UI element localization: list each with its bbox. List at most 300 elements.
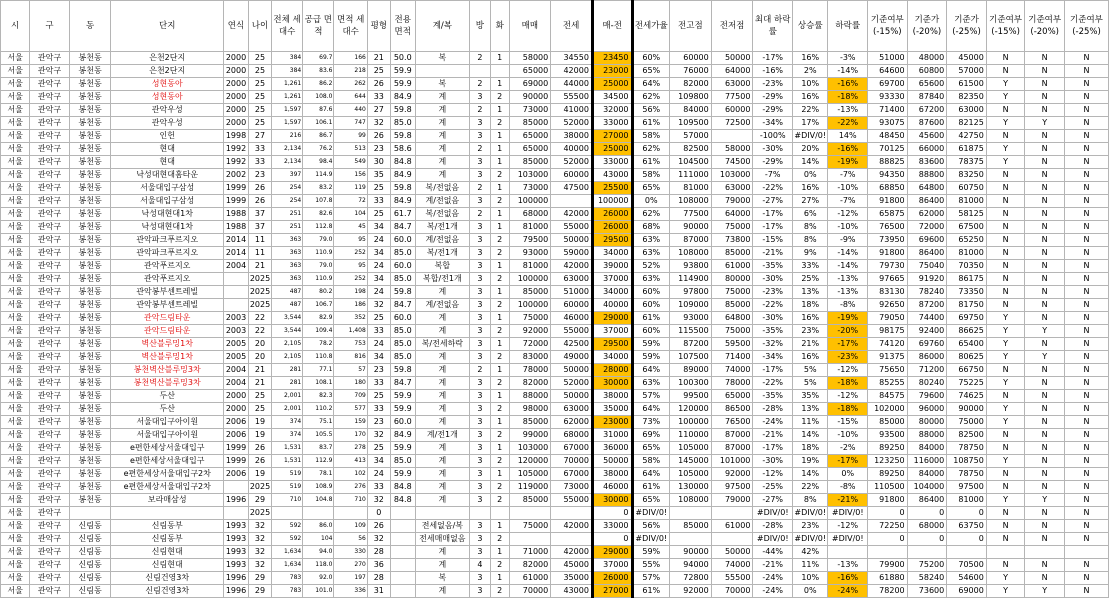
table-cell[interactable]: N: [1025, 273, 1065, 286]
table-cell[interactable]: 서울: [1, 286, 30, 299]
table-cell[interactable]: 33000: [592, 156, 632, 169]
table-cell[interactable]: N: [1064, 286, 1108, 299]
table-cell[interactable]: 3: [469, 325, 490, 338]
table-cell[interactable]: 서울: [1, 195, 30, 208]
table-cell[interactable]: 86.7: [303, 130, 334, 143]
table-cell[interactable]: 봉천동: [69, 260, 111, 273]
table-cell[interactable]: 98175: [868, 325, 908, 338]
table-cell[interactable]: -35%: [753, 260, 793, 273]
table-cell[interactable]: 2000: [224, 52, 249, 65]
table-cell[interactable]: 3: [469, 520, 490, 533]
table-cell[interactable]: 23%: [793, 325, 828, 338]
table-cell[interactable]: 계: [415, 585, 469, 598]
table-cell[interactable]: Y: [986, 494, 1025, 507]
table-cell[interactable]: 3: [469, 247, 490, 260]
table-cell[interactable]: 65250: [947, 234, 987, 247]
table-cell[interactable]: 110.2: [303, 403, 334, 416]
table-cell[interactable]: 관악구: [30, 325, 70, 338]
table-cell[interactable]: 64%: [632, 364, 670, 377]
table-cell[interactable]: 2000: [224, 403, 249, 416]
table-cell[interactable]: 26: [367, 130, 390, 143]
table-cell[interactable]: 68000: [551, 429, 593, 442]
table-cell[interactable]: 2: [490, 273, 509, 286]
table-cell[interactable]: -28%: [753, 403, 793, 416]
table-cell[interactable]: 44000: [551, 78, 593, 91]
table-cell[interactable]: 96000: [907, 403, 947, 416]
table-cell[interactable]: N: [986, 65, 1025, 78]
table-cell[interactable]: 현대: [111, 156, 224, 169]
table-cell[interactable]: 3: [469, 130, 490, 143]
table-cell[interactable]: 42000: [551, 65, 593, 78]
table-cell[interactable]: 2%: [793, 65, 828, 78]
table-cell[interactable]: N: [1064, 390, 1108, 403]
table-cell[interactable]: 0: [947, 507, 987, 520]
table-cell[interactable]: 85000: [711, 247, 753, 260]
table-cell[interactable]: 1: [490, 546, 509, 559]
table-cell[interactable]: 25: [367, 65, 390, 78]
table-cell[interactable]: 2000: [224, 117, 249, 130]
table-cell[interactable]: [947, 546, 987, 559]
table-cell[interactable]: 63000: [711, 182, 753, 195]
table-cell[interactable]: 69%: [632, 429, 670, 442]
table-cell[interactable]: 57000: [947, 65, 987, 78]
table-cell[interactable]: 낙성대현대1차: [111, 221, 224, 234]
table-cell[interactable]: 21%: [793, 338, 828, 351]
table-cell[interactable]: 108.0: [303, 91, 334, 104]
table-cell[interactable]: 서울: [1, 572, 30, 585]
table-cell[interactable]: 88000: [907, 429, 947, 442]
table-cell[interactable]: -17%: [753, 442, 793, 455]
table-cell[interactable]: 90000: [509, 91, 551, 104]
table-cell[interactable]: 3: [469, 416, 490, 429]
table-cell[interactable]: N: [1025, 533, 1065, 546]
table-cell[interactable]: 61%: [632, 312, 670, 325]
table-cell[interactable]: 서울: [1, 468, 30, 481]
table-cell[interactable]: 84000: [907, 468, 947, 481]
table-cell[interactable]: -24%: [828, 585, 868, 598]
table-cell[interactable]: 59.8: [390, 130, 415, 143]
table-cell[interactable]: 34000: [592, 247, 632, 260]
table-cell[interactable]: 52000: [551, 377, 593, 390]
table-cell[interactable]: 254: [271, 195, 302, 208]
table-cell[interactable]: 51000: [551, 286, 593, 299]
table-cell[interactable]: N: [1064, 351, 1108, 364]
table-cell[interactable]: 10%: [793, 78, 828, 91]
table-cell[interactable]: 1: [490, 338, 509, 351]
table-cell[interactable]: 91800: [868, 247, 908, 260]
table-cell[interactable]: 81000: [509, 221, 551, 234]
table-cell[interactable]: 3: [469, 234, 490, 247]
table-cell[interactable]: 3,544: [271, 312, 302, 325]
table-cell[interactable]: 156: [334, 169, 367, 182]
table-cell[interactable]: 85.0: [390, 351, 415, 364]
table-cell[interactable]: 23: [367, 416, 390, 429]
table-cell[interactable]: 복: [415, 572, 469, 585]
table-cell[interactable]: 서울: [1, 364, 30, 377]
table-cell[interactable]: 3: [469, 91, 490, 104]
table-cell[interactable]: 60000: [711, 104, 753, 117]
table-cell[interactable]: #DIV/0!: [753, 533, 793, 546]
table-cell[interactable]: [111, 507, 224, 520]
table-cell[interactable]: 100000: [509, 299, 551, 312]
table-cell[interactable]: -8%: [828, 481, 868, 494]
table-cell[interactable]: 104: [334, 208, 367, 221]
table-cell[interactable]: 60%: [632, 286, 670, 299]
table-cell[interactable]: 29: [249, 585, 272, 598]
table-cell[interactable]: 46000: [551, 312, 593, 325]
table-cell[interactable]: 1: [490, 520, 509, 533]
table-cell[interactable]: [670, 507, 712, 520]
table-cell[interactable]: 신림동: [69, 572, 111, 585]
table-cell[interactable]: N: [1025, 364, 1065, 377]
table-cell[interactable]: #DIV/0!: [632, 507, 670, 520]
table-cell[interactable]: 71400: [711, 351, 753, 364]
table-cell[interactable]: 20: [249, 351, 272, 364]
table-cell[interactable]: 58240: [907, 572, 947, 585]
table-cell[interactable]: 65%: [632, 182, 670, 195]
table-cell[interactable]: 363: [271, 234, 302, 247]
table-cell[interactable]: 서울: [1, 377, 30, 390]
table-cell[interactable]: 32: [249, 533, 272, 546]
table-cell[interactable]: 65%: [632, 65, 670, 78]
table-cell[interactable]: 85.0: [390, 325, 415, 338]
table-cell[interactable]: 218: [334, 65, 367, 78]
table-cell[interactable]: 29000: [592, 546, 632, 559]
table-cell[interactable]: 봉천동: [69, 273, 111, 286]
table-cell[interactable]: 관악파크푸르지오: [111, 234, 224, 247]
table-cell[interactable]: [490, 507, 509, 520]
table-cell[interactable]: -17%: [753, 364, 793, 377]
table-cell[interactable]: 봉천동: [69, 247, 111, 260]
table-cell[interactable]: [828, 546, 868, 559]
table-cell[interactable]: 5%: [793, 377, 828, 390]
table-cell[interactable]: N: [986, 559, 1025, 572]
table-cell[interactable]: 80625: [947, 351, 987, 364]
table-cell[interactable]: 25: [249, 65, 272, 78]
table-cell[interactable]: 513: [334, 143, 367, 156]
table-cell[interactable]: 관악파크푸르지오: [111, 247, 224, 260]
table-cell[interactable]: 34: [367, 273, 390, 286]
table-cell[interactable]: 3: [469, 546, 490, 559]
table-cell[interactable]: 60750: [947, 182, 987, 195]
table-cell[interactable]: 3: [469, 481, 490, 494]
table-cell[interactable]: 37: [249, 208, 272, 221]
table-cell[interactable]: 83250: [947, 169, 987, 182]
table-cell[interactable]: 281: [271, 377, 302, 390]
table-cell[interactable]: 봉천동: [69, 429, 111, 442]
table-cell[interactable]: 복합: [415, 260, 469, 273]
table-cell[interactable]: 1993: [224, 533, 249, 546]
table-cell[interactable]: 99500: [670, 390, 712, 403]
table-cell[interactable]: 710: [334, 494, 367, 507]
table-cell[interactable]: 37: [249, 221, 272, 234]
table-cell[interactable]: 783: [271, 572, 302, 585]
table-cell[interactable]: 3: [469, 117, 490, 130]
table-cell[interactable]: 1: [490, 364, 509, 377]
table-cell[interactable]: 16%: [793, 351, 828, 364]
table-cell[interactable]: 서울: [1, 52, 30, 65]
table-cell[interactable]: 계: [415, 377, 469, 390]
table-cell[interactable]: N: [1064, 299, 1108, 312]
table-cell[interactable]: [69, 507, 111, 520]
table-cell[interactable]: 112.9: [303, 455, 334, 468]
table-cell[interactable]: 336: [334, 585, 367, 598]
table-cell[interactable]: N: [986, 299, 1025, 312]
table-cell[interactable]: 180: [334, 377, 367, 390]
table-cell[interactable]: 74400: [907, 312, 947, 325]
table-cell[interactable]: -9%: [828, 234, 868, 247]
table-cell[interactable]: 644: [334, 91, 367, 104]
table-cell[interactable]: 관악드림타운: [111, 325, 224, 338]
table-cell[interactable]: N: [1025, 390, 1065, 403]
table-cell[interactable]: 2: [490, 455, 509, 468]
table-cell[interactable]: 65%: [632, 442, 670, 455]
table-cell[interactable]: 1,261: [271, 91, 302, 104]
table-cell[interactable]: 계/전1개: [415, 429, 469, 442]
table-cell[interactable]: 2: [490, 559, 509, 572]
table-cell[interactable]: 봉천동: [69, 481, 111, 494]
table-cell[interactable]: 서울: [1, 208, 30, 221]
table-cell[interactable]: 34: [367, 247, 390, 260]
table-cell[interactable]: 110500: [868, 481, 908, 494]
table-cell[interactable]: 59%: [632, 546, 670, 559]
table-cell[interactable]: 104: [303, 533, 334, 546]
table-cell[interactable]: 69700: [868, 78, 908, 91]
table-cell[interactable]: 계/전없음: [415, 234, 469, 247]
table-cell[interactable]: 1: [490, 260, 509, 273]
table-cell[interactable]: N: [1064, 494, 1108, 507]
table-cell[interactable]: 33000: [592, 520, 632, 533]
table-cell[interactable]: 2: [490, 325, 509, 338]
table-cell[interactable]: 2002: [224, 169, 249, 182]
table-cell[interactable]: [415, 507, 469, 520]
table-cell[interactable]: 84.9: [390, 429, 415, 442]
table-cell[interactable]: 0: [947, 533, 987, 546]
table-cell[interactable]: 783: [271, 585, 302, 598]
table-cell[interactable]: 성현동아: [111, 91, 224, 104]
table-cell[interactable]: 1: [490, 572, 509, 585]
table-cell[interactable]: Y: [1025, 494, 1065, 507]
table-cell[interactable]: 19: [249, 429, 272, 442]
table-cell[interactable]: 58000: [711, 143, 753, 156]
table-cell[interactable]: 59.9: [390, 78, 415, 91]
table-cell[interactable]: 2,001: [271, 403, 302, 416]
table-cell[interactable]: 85000: [509, 494, 551, 507]
table-cell[interactable]: -27%: [753, 195, 793, 208]
table-cell[interactable]: [551, 533, 593, 546]
table-cell[interactable]: N: [1064, 585, 1108, 598]
table-cell[interactable]: 77500: [711, 91, 753, 104]
table-cell[interactable]: 103000: [509, 169, 551, 182]
table-cell[interactable]: 8%: [793, 221, 828, 234]
table-cell[interactable]: 13%: [793, 403, 828, 416]
table-cell[interactable]: 59.9: [390, 65, 415, 78]
table-cell[interactable]: 78750: [947, 442, 987, 455]
table-cell[interactable]: 서울: [1, 234, 30, 247]
table-cell[interactable]: 2025: [249, 481, 272, 494]
table-cell[interactable]: 73600: [907, 585, 947, 598]
table-cell[interactable]: 1999: [224, 195, 249, 208]
table-cell[interactable]: 봉천동: [69, 195, 111, 208]
table-cell[interactable]: 2: [490, 299, 509, 312]
table-cell[interactable]: 3: [469, 377, 490, 390]
table-cell[interactable]: N: [1025, 312, 1065, 325]
table-cell[interactable]: 20: [249, 338, 272, 351]
table-cell[interactable]: [711, 130, 753, 143]
table-cell[interactable]: 70500: [947, 559, 987, 572]
table-cell[interactable]: 봉천동: [69, 182, 111, 195]
table-cell[interactable]: 61%: [632, 585, 670, 598]
table-cell[interactable]: 57: [334, 364, 367, 377]
table-cell[interactable]: 86.2: [303, 78, 334, 91]
table-cell[interactable]: N: [1064, 559, 1108, 572]
table-cell[interactable]: 90000: [670, 221, 712, 234]
table-cell[interactable]: e편한세상서울대입구2차: [111, 481, 224, 494]
table-cell[interactable]: N: [986, 169, 1025, 182]
table-cell[interactable]: 82.6: [303, 208, 334, 221]
table-cell[interactable]: 28000: [592, 364, 632, 377]
table-cell[interactable]: 3: [469, 338, 490, 351]
table-cell[interactable]: 봉천동: [69, 455, 111, 468]
table-cell[interactable]: 101.0: [303, 585, 334, 598]
table-cell[interactable]: N: [1025, 221, 1065, 234]
table-cell[interactable]: #DIV/0!: [828, 533, 868, 546]
table-cell[interactable]: 0: [907, 507, 947, 520]
table-cell[interactable]: -29%: [753, 91, 793, 104]
table-cell[interactable]: 계: [415, 286, 469, 299]
table-cell[interactable]: 2,105: [271, 338, 302, 351]
table-cell[interactable]: N: [986, 52, 1025, 65]
table-cell[interactable]: #DIV/0!: [793, 130, 828, 143]
table-cell[interactable]: Y: [986, 585, 1025, 598]
table-cell[interactable]: 61875: [947, 143, 987, 156]
table-cell[interactable]: [390, 507, 415, 520]
table-cell[interactable]: 16%: [793, 182, 828, 195]
table-cell[interactable]: 75650: [868, 364, 908, 377]
table-cell[interactable]: 23: [367, 364, 390, 377]
table-cell[interactable]: 32: [367, 494, 390, 507]
table-cell[interactable]: 11%: [793, 559, 828, 572]
table-cell[interactable]: 65000: [509, 65, 551, 78]
table-cell[interactable]: 봉천동: [69, 468, 111, 481]
table-cell[interactable]: 278: [334, 442, 367, 455]
table-cell[interactable]: 서울: [1, 221, 30, 234]
table-cell[interactable]: 87000: [711, 442, 753, 455]
table-cell[interactable]: Y: [986, 351, 1025, 364]
table-cell[interactable]: 91800: [868, 494, 908, 507]
table-cell[interactable]: 120000: [670, 403, 712, 416]
table-cell[interactable]: 관악구: [30, 286, 70, 299]
table-cell[interactable]: 2: [490, 403, 509, 416]
table-cell[interactable]: 72500: [711, 117, 753, 130]
table-cell[interactable]: 전세매매없음: [415, 533, 469, 546]
table-cell[interactable]: N: [1064, 221, 1108, 234]
table-cell[interactable]: Y: [986, 325, 1025, 338]
table-cell[interactable]: 60%: [632, 325, 670, 338]
table-cell[interactable]: -17%: [828, 455, 868, 468]
table-cell[interactable]: 75.1: [303, 416, 334, 429]
table-cell[interactable]: 363: [271, 273, 302, 286]
table-cell[interactable]: 8%: [793, 234, 828, 247]
table-cell[interactable]: -10%: [828, 429, 868, 442]
table-cell[interactable]: 79.0: [303, 260, 334, 273]
table-cell[interactable]: 관악구: [30, 364, 70, 377]
column-header[interactable]: 최대 하락률: [753, 1, 793, 52]
table-cell[interactable]: 2,134: [271, 143, 302, 156]
table-cell[interactable]: 77500: [670, 208, 712, 221]
table-cell[interactable]: 복: [415, 52, 469, 65]
table-cell[interactable]: 관악구: [30, 403, 70, 416]
table-cell[interactable]: 33: [249, 143, 272, 156]
table-cell[interactable]: 67000: [551, 468, 593, 481]
table-cell[interactable]: 100000: [592, 195, 632, 208]
table-cell[interactable]: 14%: [793, 429, 828, 442]
table-cell[interactable]: 85000: [509, 286, 551, 299]
table-cell[interactable]: 38000: [592, 390, 632, 403]
table-cell[interactable]: 3: [469, 169, 490, 182]
table-cell[interactable]: 74625: [947, 390, 987, 403]
table-cell[interactable]: 봉천벽산블루밍3차: [111, 377, 224, 390]
table-cell[interactable]: 1,261: [271, 78, 302, 91]
table-cell[interactable]: 서울: [1, 65, 30, 78]
table-cell[interactable]: 25500: [592, 182, 632, 195]
table-cell[interactable]: 68850: [868, 182, 908, 195]
table-cell[interactable]: 2: [490, 533, 509, 546]
table-cell[interactable]: [303, 507, 334, 520]
table-cell[interactable]: 계: [415, 91, 469, 104]
table-cell[interactable]: 75000: [509, 312, 551, 325]
table-cell[interactable]: 관악구: [30, 91, 70, 104]
table-cell[interactable]: 25: [367, 208, 390, 221]
table-cell[interactable]: 108750: [947, 455, 987, 468]
table-cell[interactable]: 관악푸르지오: [111, 260, 224, 273]
table-cell[interactable]: 63%: [632, 273, 670, 286]
table-cell[interactable]: 65000: [711, 390, 753, 403]
table-cell[interactable]: 91920: [907, 273, 947, 286]
table-cell[interactable]: N: [1064, 260, 1108, 273]
table-cell[interactable]: 79.0: [303, 234, 334, 247]
table-cell[interactable]: 2: [469, 78, 490, 91]
table-cell[interactable]: 106.7: [303, 299, 334, 312]
table-cell[interactable]: 29500: [592, 338, 632, 351]
table-cell[interactable]: 64800: [907, 182, 947, 195]
table-cell[interactable]: 59%: [632, 351, 670, 364]
column-header[interactable]: 매매: [509, 1, 551, 52]
table-cell[interactable]: [415, 65, 469, 78]
table-cell[interactable]: [986, 546, 1025, 559]
table-cell[interactable]: 2: [490, 481, 509, 494]
table-cell[interactable]: Y: [986, 455, 1025, 468]
table-cell[interactable]: 11: [249, 247, 272, 260]
table-cell[interactable]: [390, 520, 415, 533]
table-cell[interactable]: 52000: [551, 156, 593, 169]
table-cell[interactable]: 60000: [670, 52, 712, 65]
table-cell[interactable]: 110.9: [303, 273, 334, 286]
table-cell[interactable]: N: [1064, 338, 1108, 351]
table-cell[interactable]: N: [1025, 104, 1065, 117]
table-cell[interactable]: 봉천동: [69, 52, 111, 65]
table-cell[interactable]: N: [1064, 169, 1108, 182]
table-cell[interactable]: N: [1064, 572, 1108, 585]
table-cell[interactable]: 1988: [224, 208, 249, 221]
table-cell[interactable]: 관악구: [30, 559, 70, 572]
table-cell[interactable]: 108000: [670, 247, 712, 260]
table-cell[interactable]: 봉천동: [69, 442, 111, 455]
table-cell[interactable]: N: [1025, 442, 1065, 455]
table-cell[interactable]: 0: [868, 507, 908, 520]
table-cell[interactable]: 330: [334, 546, 367, 559]
table-cell[interactable]: 21: [367, 52, 390, 65]
